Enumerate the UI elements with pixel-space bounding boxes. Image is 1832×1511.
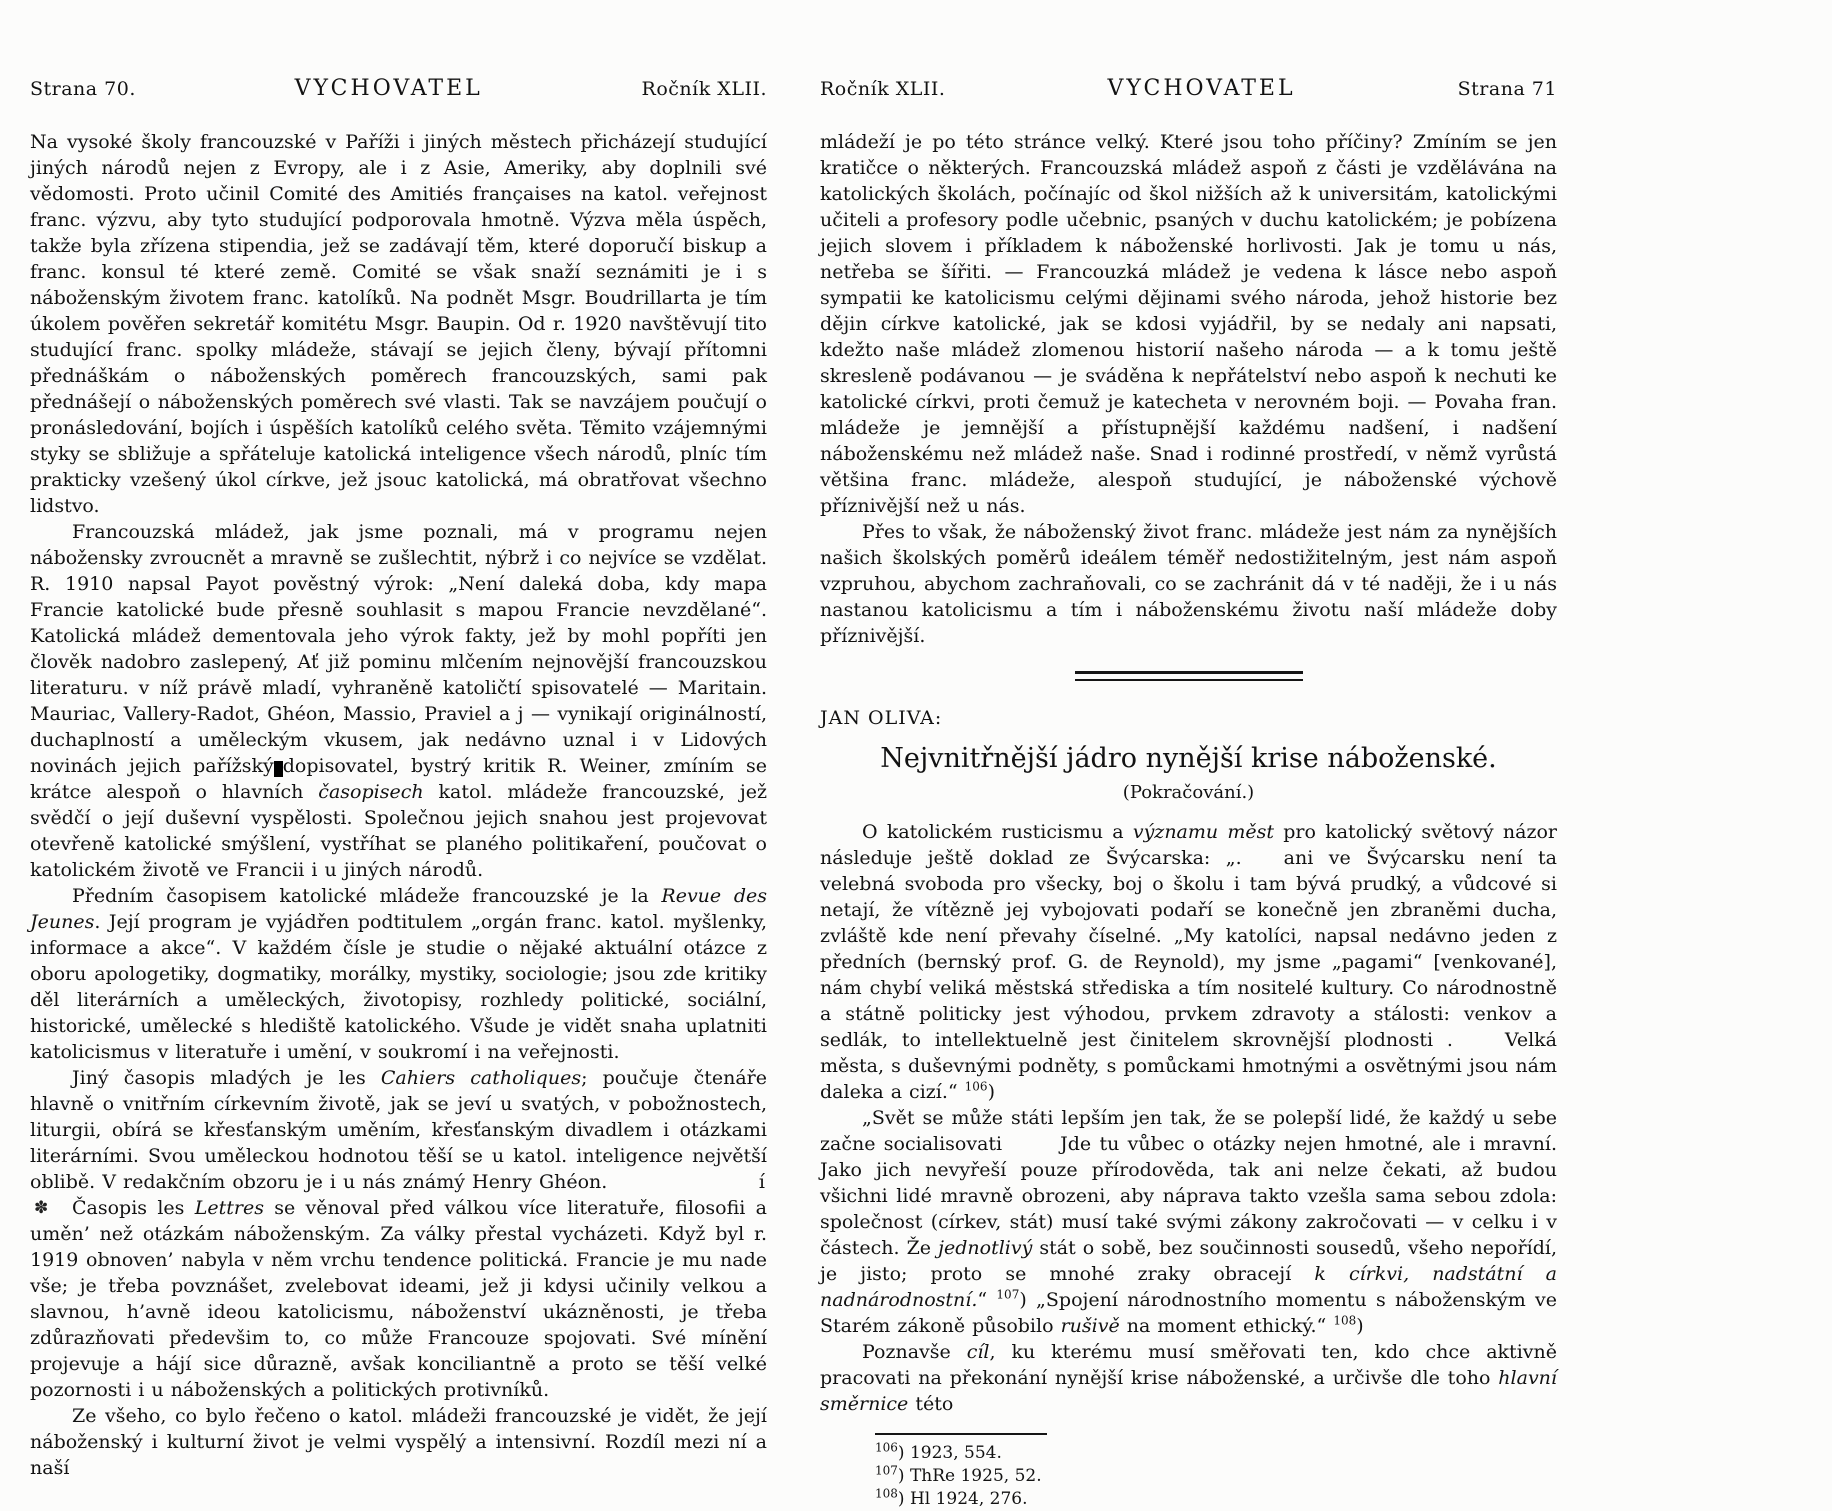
text-run: významu měst <box>1132 821 1275 843</box>
text-run: Revue des Jeunes <box>30 885 767 933</box>
typeset-gap <box>1242 863 1284 864</box>
paragraph <box>30 883 767 1065</box>
section-divider-rule <box>1075 671 1303 681</box>
text-run: “ <box>977 1289 997 1311</box>
text-run: Přes to však, že náboženský život franc. mládeže jest nám za nynějších našich školských poměrů ideálem téměř nedostižitelným, jest nám aspoň vzpruhou, abychom zachraňovali, co se zachránit dá v té naději, že i u nás nastanou katolicismu a tím i náboženskému životu naší mládeže doby příznivější. <box>820 521 1557 647</box>
paragraph <box>30 129 767 519</box>
paragraph <box>820 519 1557 649</box>
text-run: Poznavše <box>862 1341 967 1363</box>
article-title: Nejvnitřnější jádro nynější krise náboženské. <box>880 743 1497 774</box>
page-number-label: Strana 70. <box>30 78 136 100</box>
text-run: ) „Spojení národnostního momentu s náboženským ve Starém zákoně působilo <box>820 1289 1557 1337</box>
text-run: cíl <box>966 1341 990 1363</box>
volume-label: Ročník XLII. <box>820 78 946 100</box>
right-page <box>820 0 1557 1511</box>
left-page <box>30 0 767 1481</box>
paragraph <box>820 1105 1557 1339</box>
footnote-marker: 106 <box>964 1079 988 1094</box>
text-run: Cahiers catholiques <box>380 1067 582 1089</box>
stray-character: í <box>758 1171 765 1193</box>
text-run: O katolickém rusticismu a <box>862 821 1133 843</box>
typeset-gap <box>1453 1045 1505 1046</box>
text-run: ; poučuje čtenáře hlavně o vnitřním církevním životě, jak se jeví u svatých, v pobožnostech, liturgii, obírá se křesťanským uměním, křesťanským divadlem i otázkami literárními. Svou uměleckou hodnotou těší se u katol. inteligence největší oblibě. V redakčním obzoru je i u nás známý Henry Ghéon. <box>30 1067 767 1193</box>
text-run: na moment ethický.“ <box>1119 1315 1334 1337</box>
text-run: , ku kterému musí směřovati ten, kdo chce aktivně pracovati na překonání nynější krise náboženské, a určivše dle toho <box>820 1341 1557 1389</box>
footnotes-block <box>875 1433 1557 1511</box>
text-run: Časopis les <box>72 1197 195 1219</box>
text-run: rušivě <box>1060 1315 1120 1337</box>
typeset-gap <box>1002 1149 1060 1150</box>
paragraph <box>30 1065 767 1195</box>
journal-title: VYCHOVATEL <box>294 76 483 101</box>
footnote-text: ) Hl 1924, 276. <box>897 1489 1028 1509</box>
text-run: stát o sobě, bez součinnosti sousedů, všeho nepořídí, je jisto; proto se mnohé zraky obracejí <box>820 1237 1557 1285</box>
text-run: Na vysoké školy francouzské v Paříži i jiných městech přicházejí studující jiných národů nejen z Evropy, ale i z Asie, Ameriky, aby doplnili své vědomosti. Proto učinil Comité des Amitiés françaises na katol. veřejnost franc. výzvu, aby tyto studující podporovala hmotně. Výzva měla úspěch, takže byla zřízena stipendia, jež se zadávají těm, které doporučí biskup a franc. konsul té které země. Comité se však snaží seznámiti je i s náboženským životem franc. katolíků. Na podnět Msgr. Boudrillarta je tím úkolem pověřen sekretář komitétu Msgr. Baupin. Od r. 1920 navštěvují tito studující franc. spolky mládeže, stávají se jejich členy, bývají přítomni přednáškám o náboženských poměrech francouzských, sami pak přednášejí o náboženských poměrech své vlasti. Tak se navzájem poučují o pronásledování, bojích i úspěších katolíků celého světa. Těmito vzájemnými styky se sbližuje a spřáteluje katolická inteligence všech národů, plníc tím prakticky vzešený úkol církve, jež jsouc katolická, má obratřovat všechno lidstvo. <box>30 131 767 517</box>
text-run: této <box>908 1393 954 1415</box>
paragraph <box>30 1403 767 1481</box>
text-run: dopisovatel, bystrý kritik R. Weiner, zmíním se krátce alespoň o hlavních <box>30 755 767 803</box>
footnote <box>875 1442 1557 1465</box>
left-page-header <box>30 0 767 101</box>
text-run: katol. mládeže francouzské, jež svědčí o její duševní vyspělosti. Společnou jejich snahou jest projevovat otevřeně katolické smýšlení, vystříhat se planého politikaření, poučovat o katolickém životě ve Francii i u jiných národů. <box>30 781 767 881</box>
ink-blot <box>274 761 283 777</box>
footnote-marker: 106 <box>875 1440 898 1455</box>
right-page-header <box>820 0 1557 101</box>
text-run: Velká města, s duševnými podněty, s pomůckami hmotnými a osvětnými jsou nám daleka a cizí.“ <box>820 1029 1557 1103</box>
text-run: . Její program je vyjádřen podtitulem „orgán franc. katol. myšlenky, informace a akce“. V každém čísle je studie o nějaké aktuální otázce z oboru apologetiky, dogmatiky, morálky, mystiky, sociologie; jsou zde kritiky děl literárních a uměleckých, životopisy, rozhledy politické, sociální, historické, umělecké s hlediště katolického. Všude je vidět snaha uplatniti katolicismus v literatuře i umění, v soukromí i na veřejnosti. <box>30 911 767 1063</box>
text-run: časopisech <box>318 781 424 803</box>
margin-mark: ✽ <box>34 1198 49 1218</box>
footnote-text: ) 1923, 554. <box>897 1443 1002 1463</box>
paragraph <box>820 819 1557 1105</box>
text-run: Francouzská mládež, jak jsme poznali, má v programu nejen nábožensky zvroucnět a mravně se zušlechtit, nýbrž i co nejvíce se vzdělat. R. 1910 napsal Payot pověstný výrok: „Není daleká doba, kdy mapa Francie katolické bude přesně souhlasit s mapou Francie nevzdělané“. Katolická mládež dementovala jeho výrok fakty, jež by mohl popříti jen člověk nadobro zaslepený, Ať již pominu mlčením nejnovější francouzskou literaturu. v níž právě mladí, vyhraněně katoličtí spisovatelé — Maritain. Mauriac, Vallery-Radot, Ghéon, Massio, Praviel a j — vynikají originálností, duchaplností a uměleckým vkusem, jak nedávno uznal i v Lidových novinách jejich pařížský <box>30 521 767 777</box>
footnote-rule <box>875 1433 1047 1435</box>
text-run: „Svět se může státi lepším jen tak, že se polepší lidé, že každý u sebe začne socialisovati <box>820 1107 1557 1155</box>
right-page-body-top <box>820 129 1557 649</box>
footnote-marker: 108 <box>1333 1313 1357 1328</box>
article-body <box>820 819 1557 1417</box>
footnote-list <box>875 1442 1557 1511</box>
footnote <box>875 1465 1557 1488</box>
text-run: Ze všeho, co bylo řečeno o katol. mládeži francouzské je vidět, že její náboženský i kulturní život je velmi vyspělý a intensivní. Rozdíl mezi ní a naší <box>30 1405 767 1479</box>
text-run: se věnoval před válkou více literatuře, filosofii a uměn’ než otázkám náboženským. Za války přestal vycházeti. Když byl r. 1919 obnoven’ nabyla v něm vrchu tendence politická. Francie je mu nade vše; je třeba povznášet, zvelebovat ideami, jež ji kdysi učinily velkou a slavnou, h’avně ideou katolicismu, náboženství ukázněnosti, je třeba zdůrazňovati předevšim to, co může Francouze spojovati. Své mínění projevuje a hájí sice důrazně, avšak konciliantně a proto se těší velké pozornosti i u náboženských a politických protivníků. <box>30 1197 767 1401</box>
text-run: hlavní směrnice <box>820 1367 1557 1415</box>
footnote-marker: 107 <box>996 1287 1020 1302</box>
text-run: jednotlivý <box>938 1237 1033 1259</box>
article-author: JAN OLIVA: <box>820 707 943 729</box>
article-subtitle: (Pokračování.) <box>1122 782 1255 803</box>
text-run: Lettres <box>194 1197 264 1219</box>
text-run: pro katolický světový názor následuje ještě doklad ze Švýcarska: „. <box>820 821 1557 869</box>
left-page-body <box>30 129 767 1481</box>
text-run: ani ve Švýcarsku není ta velebná svoboda pro všecky, boj o školu i tam bývá prudký, a vůdcové si netají, že vítězně jej vybojovati podaří se konečně jen zbraněmi ducha, zvláště kde není převahy číselné. „My katolíci, napsal nedávno jeden z předních (bernský prof. G. de Reynold), my jsme „pagami“ [venkované], nám chybí veliká městská střediska a tím nositelé kultury. Co národnostně a státně politicky jest výhodou, prvkem zdravoty a stálosti: venkov a sedlák, to intellektuelně jest činitelem skrovnější plodnosti . <box>820 847 1557 1051</box>
text-run: mládeží je po této stránce velký. Které jsou toho příčiny? Zmíním se jen kratičce o některých. Francouzská mládež aspoň z části je vzdělávána na katolických školách, počínajíc od škol nižších až k universitám, katolickými učiteli a profesory podle učebnic, psaných v duchu katolickém; je pobízena jejich slovem i příkladem k náboženské horlivosti. Jak je tomu u nás, netřeba se šířiti. — Francouzká mládež je vedena k lásce nebo aspoň sympatii ke katolicismu celými dějinami svého národa, jehož historie bez dějin církve katolické, jak se kdosi vyjádřil, by se nedaly ani napsati, kdežto naše mládež zlomenou historií našeho národa — a k tomu ještě skresleně podávanou — je sváděna k nepřátelství nebo aspoň k nechuti ke katolické církvi, proti čemuž je katecheta v nerovném boji. — Povaha fran. mládeže je jemnější a přístupnější každému nadšení, i nadšení náboženskému než mládež naše. Snad i rodinné prostředí, v němž vyrůstá většina franc. mládeže, alespoň studující, je náboženské výchově příznivější než u nás. <box>820 131 1557 517</box>
text-run: Jde tu vůbec o otázky nejen hmotné, ale i mravní. Jako jich nevyřeší pouze přírodověda, tak ani nelze čekati, až budou všichni lidé mravně obrozeni, aby náprava takto vzešla sama sebou zdola: společnost (církev, stát) musí také svými zákony zakročovati — v celku i v částech. Že <box>820 1133 1557 1259</box>
paragraph <box>30 1195 767 1403</box>
text-run: ) <box>987 1081 995 1103</box>
footnote-marker: 107 <box>875 1463 898 1478</box>
footnote-marker: 108 <box>875 1486 898 1501</box>
page-number-label: Strana 71 <box>1457 78 1557 100</box>
volume-label: Ročník XLII. <box>641 78 767 100</box>
paragraph <box>820 129 1557 519</box>
text-run: k církvi, nadstátní a nadnárodnostní. <box>820 1263 1557 1311</box>
paragraph <box>820 1339 1557 1417</box>
footnote-text: ) ThRe 1925, 52. <box>897 1466 1042 1486</box>
text-run: Jiný časopis mladých je les <box>72 1067 381 1089</box>
paragraph <box>30 519 767 883</box>
text-run: Předním časopisem katolické mládeže francouzské je la <box>72 885 662 907</box>
journal-title: VYCHOVATEL <box>1107 76 1296 101</box>
text-run: ) <box>1356 1315 1364 1337</box>
